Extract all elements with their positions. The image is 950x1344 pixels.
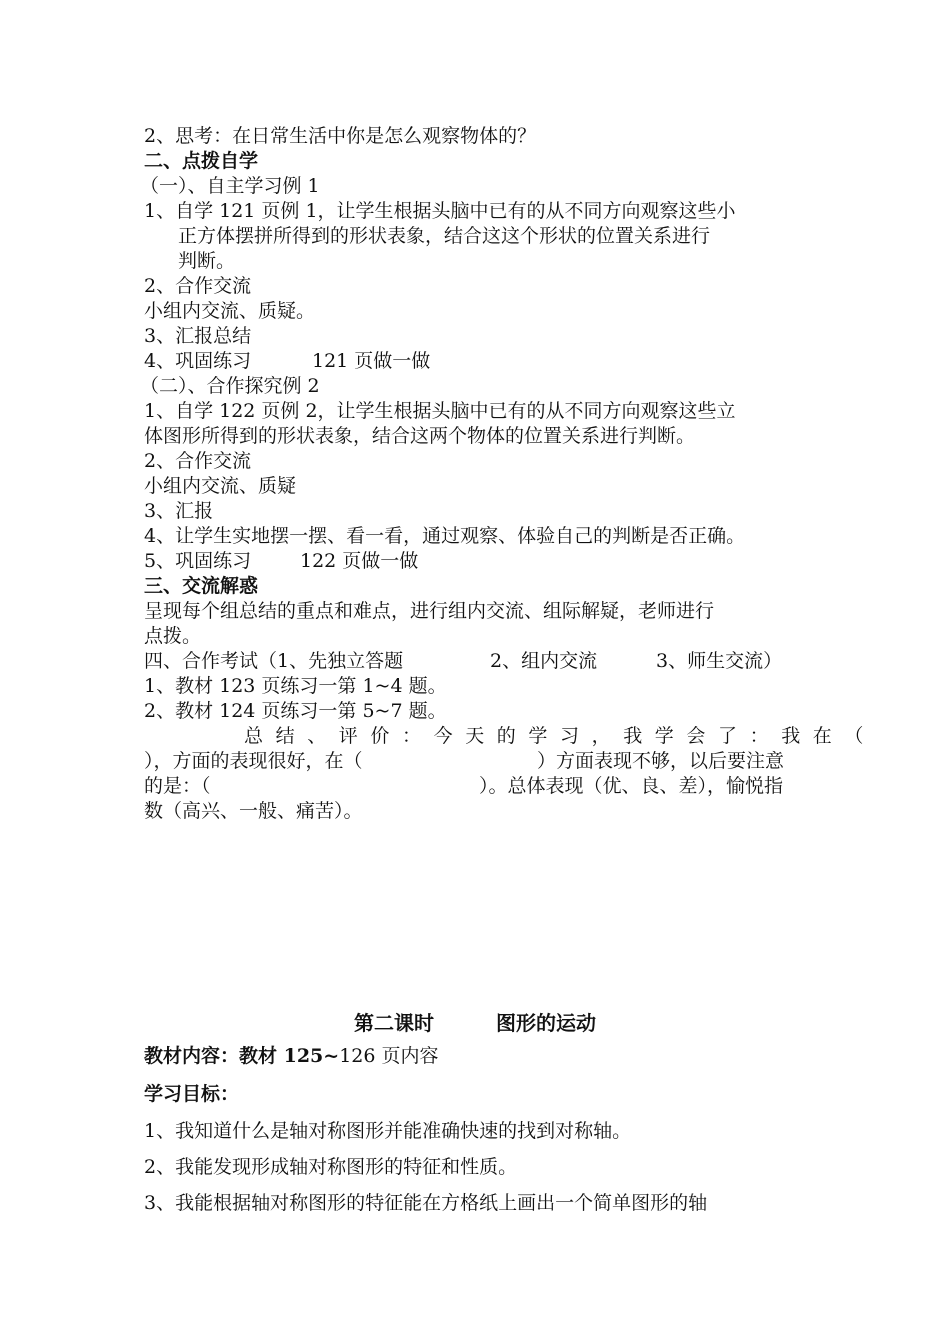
goal-1: 1、我知道什么是轴对称图形并能准确快速的找到对称轴。 — [144, 1120, 632, 1142]
think-question: 2、思考：在日常生活中你是怎么观察物体的？ — [144, 125, 537, 147]
item-m3: 3、汇报 — [144, 500, 214, 522]
item-m5-label: 5、巩固练习 — [144, 550, 252, 572]
summary-line-4: 数（高兴、一般、痛苦）。 — [144, 800, 363, 822]
summary-line-1: 总结、评价：今天的学习，我学会了：我在（ — [244, 725, 877, 747]
para-m1a: 1、自学 122 页例 2，让学生根据头脑中已有的从不同方向观察这些立 — [144, 400, 736, 422]
item-4-label: 4、巩固练习 — [144, 350, 252, 372]
item-m2-detail: 小组内交流、质疑 — [144, 475, 297, 497]
item-2: 2、合作交流 — [144, 275, 252, 297]
summary-line-3a: 的是：（ — [144, 775, 211, 797]
para-1a: 1、自学 121 页例 1，让学生根据头脑中已有的从不同方向观察这些小 — [144, 200, 736, 222]
subsection-2: （二）、合作探究例 2 — [140, 375, 320, 397]
para-3b: 点拨。 — [144, 625, 202, 647]
summary-line-3b: ）。总体表现（优、良、差），愉悦指 — [479, 775, 784, 797]
content-line — [144, 1044, 439, 1069]
subsection-1: （一）、自主学习例 1 — [140, 175, 320, 197]
section-heading-4a: 四、合作考试（1、先独立答题 — [144, 650, 404, 672]
item-m5-page: 122 页做一做 — [300, 550, 419, 572]
lesson-title-a: 第二课时 — [354, 1011, 434, 1035]
para-3a: 呈现每个组总结的重点和难点，进行组内交流、组际解疑，老师进行 — [144, 600, 715, 622]
item-3: 3、汇报总结 — [144, 325, 252, 347]
goal-3: 3、我能根据轴对称图形的特征能在方格纸上画出一个简单图形的轴 — [144, 1192, 708, 1214]
lesson-title — [0, 1007, 950, 1036]
section-heading-3: 三、交流解惑 — [144, 575, 259, 597]
section-heading-4b: 2、组内交流 — [490, 650, 598, 672]
para-1c: 判断。 — [178, 250, 236, 272]
content-pages: 126 页内容 — [339, 1045, 439, 1067]
para-m1b: 体图形所得到的形状表象，结合这两个物体的位置关系进行判断。 — [144, 425, 696, 447]
lesson-title-b: 图形的运动 — [496, 1011, 596, 1035]
summary-line-2b: ）方面表现不够，以后要注意 — [537, 750, 785, 772]
exercise-1: 1、教材 123 页练习一第 1~4 题。 — [144, 675, 447, 697]
item-2-detail: 小组内交流、质疑。 — [144, 300, 316, 322]
goal-heading: 学习目标： — [144, 1083, 240, 1105]
summary-line-2a: ），方面的表现很好，在（ — [144, 750, 363, 772]
section-heading-4c: 3、师生交流） — [656, 650, 783, 672]
para-1b: 正方体摆拼所得到的形状表象，结合这这个形状的位置关系进行 — [178, 225, 711, 247]
section-heading-2: 二、点拨自学 — [144, 150, 259, 172]
item-m2: 2、合作交流 — [144, 450, 252, 472]
item-4-page: 121 页做一做 — [312, 350, 431, 372]
item-m4: 4、让学生实地摆一摆、看一看，通过观察、体验自己的判断是否正确。 — [144, 525, 746, 547]
content-label: 教材内容：教材 125~ — [144, 1045, 340, 1067]
goal-2: 2、我能发现形成轴对称图形的特征和性质。 — [144, 1156, 518, 1178]
exercise-2: 2、教材 124 页练习一第 5~7 题。 — [144, 700, 447, 722]
